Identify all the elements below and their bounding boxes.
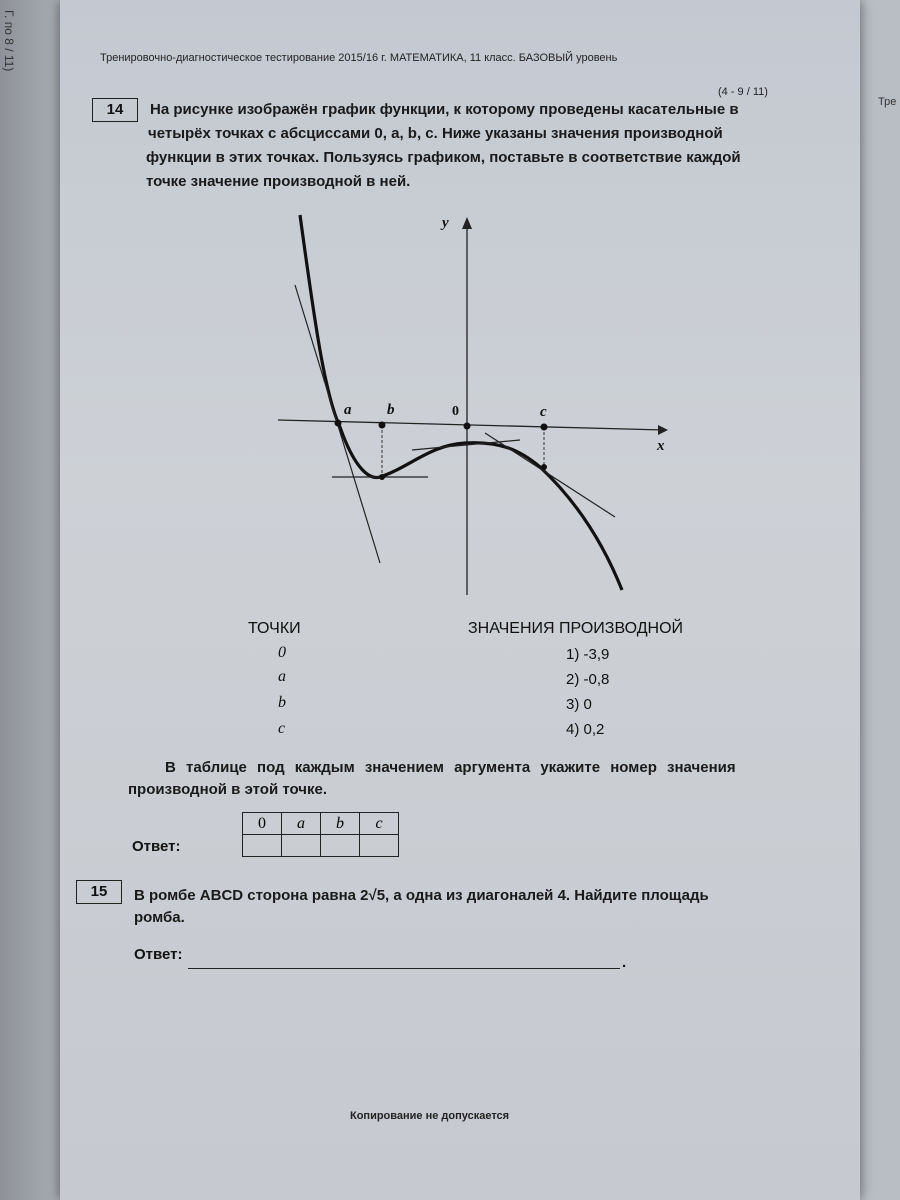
derivative-item: 2) -0,8: [566, 671, 610, 688]
question-number-15: 15: [76, 880, 122, 904]
answer-header-b: b: [321, 813, 360, 835]
q15-text-line: В ромбе ABCD сторона равна 2√5, а одна из диагоналей 4. Найдите площадь: [134, 887, 709, 904]
answer-end-dot: .: [622, 954, 627, 971]
label-c: c: [540, 404, 547, 420]
derivatives-header: ЗНАЧЕНИЯ ПРОИЗВОДНОЙ: [468, 620, 684, 637]
derivative-item: 3) 0: [566, 696, 592, 713]
q15-text-line: ромба.: [134, 909, 185, 926]
left-margin-page: [0, 0, 60, 1200]
page-header: Тренировочно-диагностическое тестирование 2015/16 г. МАТЕМАТИКА, 11 класс. БАЗОВЫЙ уровень: [100, 52, 618, 64]
label-a: a: [344, 402, 352, 418]
point-a: [335, 420, 342, 427]
instruction-line: В таблице под каждым значением аргумента укажите номер значения: [165, 759, 736, 776]
answer-header-a: a: [282, 813, 321, 835]
q14-text-line: На рисунке изображён график функции, к которому проведены касательные в: [150, 101, 739, 118]
answer-cell-c[interactable]: [360, 835, 399, 857]
instruction-line: производной в этой точке.: [128, 781, 328, 798]
answer-label-14: Ответ:: [132, 838, 181, 855]
answer-cell-b[interactable]: [321, 835, 360, 857]
point-c: [541, 424, 548, 431]
question-number-14: 14: [92, 98, 138, 122]
point-b-curve: [379, 474, 385, 480]
answer-header-0: 0: [243, 813, 282, 835]
answer-header-c: c: [360, 813, 399, 835]
q14-text-line: точке значение производной в ней.: [146, 173, 411, 190]
point-item: a: [278, 668, 286, 685]
point-b: [379, 422, 386, 429]
point-item: 0: [278, 644, 286, 661]
point-item: b: [278, 694, 286, 711]
page-number: (4 - 9 / 11): [718, 86, 768, 98]
answer-cell-a[interactable]: [282, 835, 321, 857]
point-item: c: [278, 720, 286, 737]
answer-table: [242, 812, 399, 857]
points-header: ТОЧКИ: [248, 620, 301, 637]
q14-text-line: четырёх точках с абсциссами 0, a, b, c. Ниже указаны значения производной: [148, 125, 723, 142]
answer-cell-0[interactable]: [243, 835, 282, 857]
right-margin-page: [860, 0, 900, 1200]
answer-label-15: Ответ:: [134, 946, 183, 963]
x-axis-arrow: [658, 425, 668, 435]
q14-text-line: функции в этих точках. Пользуясь графиком, поставьте в соответствие каждой: [146, 149, 741, 166]
label-x: x: [657, 438, 665, 454]
page-footer: Копирование не допускается: [350, 1110, 510, 1122]
function-graph: [270, 205, 690, 605]
label-y: y: [442, 215, 449, 231]
label-b: b: [387, 402, 395, 418]
derivative-item: 1) -3,9: [566, 646, 610, 663]
tangent-c: [485, 433, 615, 517]
point-c-curve: [541, 464, 547, 470]
margin-text: Г. по 8 / 11): [2, 10, 16, 72]
right-margin-text: Тре: [878, 96, 897, 108]
derivative-item: 4) 0,2: [566, 721, 605, 738]
point-0: [464, 423, 471, 430]
label-0: 0: [452, 404, 459, 419]
answer-field-15[interactable]: [188, 968, 620, 969]
y-axis-arrow: [462, 217, 472, 229]
